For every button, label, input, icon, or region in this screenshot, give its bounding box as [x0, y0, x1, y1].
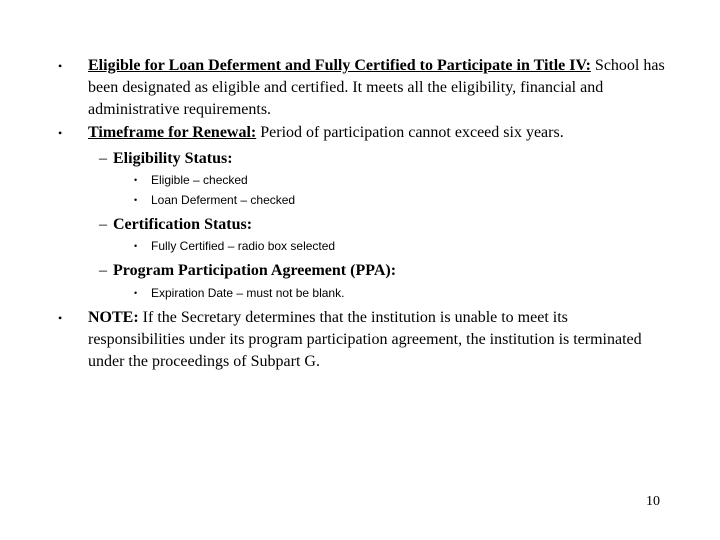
bullet-dot: •	[58, 126, 63, 140]
sub-bullet-dot: •	[134, 241, 138, 251]
subheading-text: Eligibility Status:	[113, 150, 233, 167]
bullet-dot: •	[58, 59, 63, 73]
dash: –	[99, 216, 107, 233]
sub-bullet-item	[134, 238, 336, 254]
dash: –	[99, 150, 107, 167]
sub-bullet-item	[134, 192, 296, 208]
subheading-text: Program Participation Agreement (PPA):	[113, 262, 397, 279]
sub-bullet-text: Fully Certified – radio box selected	[151, 239, 336, 253]
bullet-body: School has been designated as eligible and certified. It meets all the eligibility, financial and administrative requirements.	[88, 57, 665, 118]
subheading-eligibility-status	[99, 149, 659, 169]
bullet-body: Period of participation cannot exceed six years.	[260, 124, 564, 141]
sub-bullet-text: Eligible – checked	[151, 173, 248, 187]
sub-bullet-item	[134, 285, 345, 301]
sub-bullet-dot: •	[134, 175, 138, 185]
sub-bullet-dot: •	[134, 288, 138, 298]
bullet-title: NOTE:	[88, 309, 139, 326]
bullet-dot: •	[58, 311, 63, 325]
bullet-eligible-loan-deferment	[58, 55, 668, 121]
sub-bullet-text: Expiration Date – must not be blank.	[151, 286, 345, 300]
bullet-title: Eligible for Loan Deferment and Fully Certified to Participate in Title IV:	[88, 57, 591, 74]
subheading-certification-status	[99, 215, 659, 235]
subheading-text: Certification Status:	[113, 216, 253, 233]
bullet-body: If the Secretary determines that the institution is unable to meet its responsibilities under its program participation agreement, the institution is terminated under the proceedings of Subpart G.	[88, 309, 642, 370]
sub-bullet-dot: •	[134, 195, 138, 205]
sub-bullet-item	[134, 172, 248, 188]
subheading-ppa	[99, 261, 659, 281]
dash: –	[99, 262, 107, 279]
bullet-timeframe-renewal	[58, 122, 668, 144]
page-number: 10	[646, 494, 660, 509]
bullet-note	[58, 307, 668, 373]
sub-bullet-text: Loan Deferment – checked	[151, 193, 296, 207]
bullet-title: Timeframe for Renewal:	[88, 124, 257, 141]
